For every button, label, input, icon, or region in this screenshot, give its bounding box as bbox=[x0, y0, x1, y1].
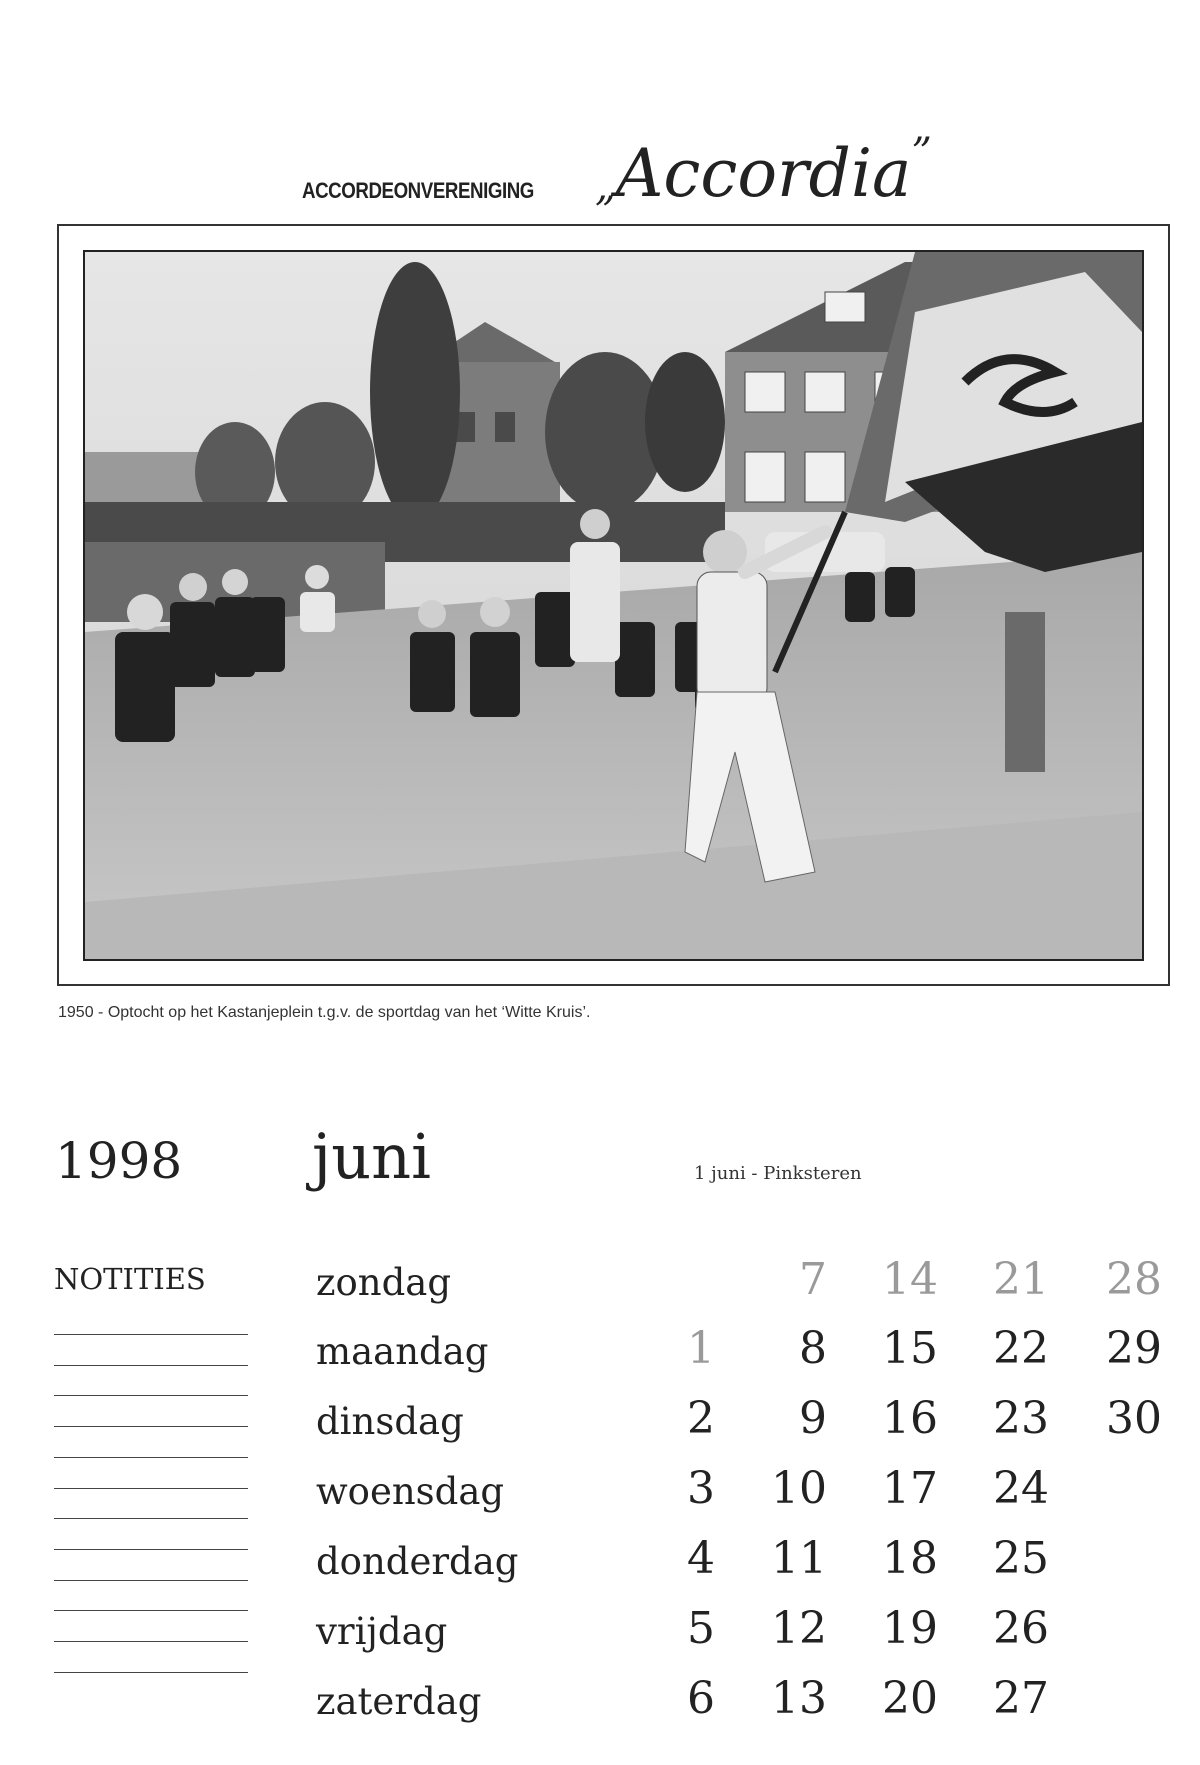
date-cell: 6 bbox=[687, 1673, 715, 1724]
brand-quote-close: ” bbox=[911, 130, 932, 176]
org-name: ACCORDEONVERENIGING bbox=[302, 178, 534, 203]
day-name-dinsdag: dinsdag bbox=[316, 1400, 464, 1443]
date-cell: 11 bbox=[771, 1533, 827, 1584]
brand-name: Accordia bbox=[615, 135, 912, 212]
date-cell: 13 bbox=[771, 1673, 827, 1724]
date-cell: 22 bbox=[993, 1323, 1049, 1374]
date-cell: 27 bbox=[993, 1673, 1049, 1724]
date-cell: 23 bbox=[993, 1393, 1049, 1444]
date-cell: 28 bbox=[1106, 1254, 1162, 1305]
day-name-woensdag: woensdag bbox=[316, 1470, 505, 1513]
date-cell: 19 bbox=[882, 1603, 938, 1654]
day-name-zondag: zondag bbox=[316, 1261, 452, 1304]
header bbox=[0, 130, 1200, 210]
note-line bbox=[54, 1641, 248, 1642]
date-cell: 3 bbox=[687, 1463, 715, 1514]
date-cell: 21 bbox=[993, 1254, 1049, 1305]
parade-photo-illustration bbox=[85, 252, 1142, 959]
date-cell: 20 bbox=[882, 1673, 938, 1724]
day-name-maandag: maandag bbox=[316, 1330, 489, 1373]
day-name-vrijdag: vrijdag bbox=[316, 1610, 448, 1653]
date-cell: 5 bbox=[687, 1603, 715, 1654]
note-line bbox=[54, 1365, 248, 1366]
year: 1998 bbox=[55, 1132, 183, 1190]
parade-photo bbox=[83, 250, 1144, 961]
note-line bbox=[54, 1610, 248, 1611]
brand-quote-open: „ bbox=[595, 164, 616, 210]
date-cell: 8 bbox=[799, 1323, 827, 1374]
day-name-donderdag: donderdag bbox=[316, 1540, 519, 1583]
photo-frame bbox=[57, 224, 1170, 986]
brand-logo bbox=[595, 130, 932, 212]
note-line bbox=[54, 1334, 248, 1335]
date-cell: 9 bbox=[799, 1393, 827, 1444]
date-cell: 4 bbox=[687, 1533, 715, 1584]
note-line bbox=[54, 1395, 248, 1396]
date-cell: 24 bbox=[993, 1463, 1049, 1514]
note-line bbox=[54, 1488, 248, 1489]
date-cell: 17 bbox=[882, 1463, 938, 1514]
date-cell: 18 bbox=[882, 1533, 938, 1584]
month: juni bbox=[312, 1120, 431, 1193]
date-cell: 7 bbox=[799, 1254, 827, 1305]
date-cell: 15 bbox=[882, 1323, 938, 1374]
date-cell: 2 bbox=[687, 1393, 715, 1444]
note-line bbox=[54, 1426, 248, 1427]
notes-title: NOTITIES bbox=[54, 1262, 206, 1296]
note-line bbox=[54, 1457, 248, 1458]
note-line bbox=[54, 1580, 248, 1581]
note-line bbox=[54, 1672, 248, 1673]
date-cell: 25 bbox=[993, 1533, 1049, 1584]
date-cell: 26 bbox=[993, 1603, 1049, 1654]
date-cell: 29 bbox=[1106, 1323, 1162, 1374]
date-cell: 1 bbox=[687, 1323, 715, 1374]
photo-caption: 1950 - Optocht op het Kastanjeplein t.g.v. de sportdag van het ‘Witte Kruis’. bbox=[58, 1004, 591, 1021]
date-cell: 30 bbox=[1106, 1393, 1162, 1444]
note-line bbox=[54, 1518, 248, 1519]
day-name-zaterdag: zaterdag bbox=[316, 1680, 482, 1723]
date-cell: 14 bbox=[882, 1254, 938, 1305]
date-cell: 12 bbox=[771, 1603, 827, 1654]
date-cell: 16 bbox=[882, 1393, 938, 1444]
holiday-note: 1 juni - Pinksteren bbox=[694, 1163, 862, 1184]
date-cell: 10 bbox=[771, 1463, 827, 1514]
note-line bbox=[54, 1549, 248, 1550]
